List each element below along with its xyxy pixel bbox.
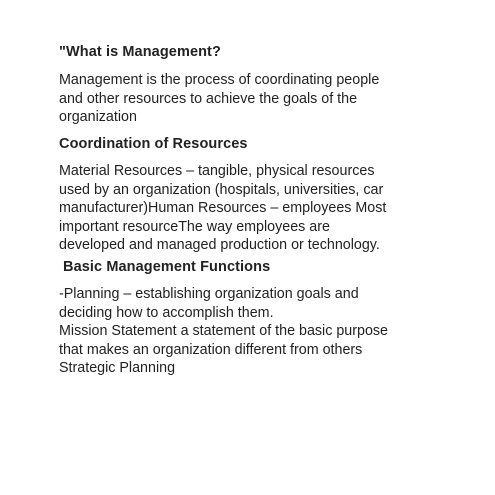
paragraph-line: Material Resources – tangible, physical resources	[59, 163, 375, 179]
paragraph-line: manufacturer)Human Resources – employees Most	[59, 200, 387, 217]
paragraph-line: used by an organization (hospitals, universities, car	[59, 181, 384, 198]
section-paragraph	[59, 285, 388, 378]
paragraph-line: organization	[59, 109, 137, 126]
section-heading: "What is Management?	[59, 44, 221, 60]
paragraph-line: and other resources to achieve the goals of the	[59, 90, 358, 107]
paragraph-line: that makes an organization different from others	[59, 341, 363, 358]
paragraph-line: Strategic Planning	[59, 360, 176, 377]
section-paragraph	[59, 162, 386, 255]
section-heading: Coordination of Resources	[59, 136, 248, 152]
section-heading: Basic Management Functions	[63, 259, 271, 275]
paragraph-line: deciding how to accomplish them.	[59, 304, 274, 321]
paragraph-line: important resourceThe way employees are	[59, 218, 330, 235]
section-paragraph	[59, 71, 379, 127]
paragraph-line: Mission Statement a statement of the basic purpose	[59, 323, 389, 340]
paragraph-line: developed and managed production or technology.	[59, 237, 380, 254]
paragraph-line: Management is the process of coordinating people	[59, 72, 380, 88]
paragraph-line: -Planning – establishing organization goals and	[59, 286, 359, 302]
